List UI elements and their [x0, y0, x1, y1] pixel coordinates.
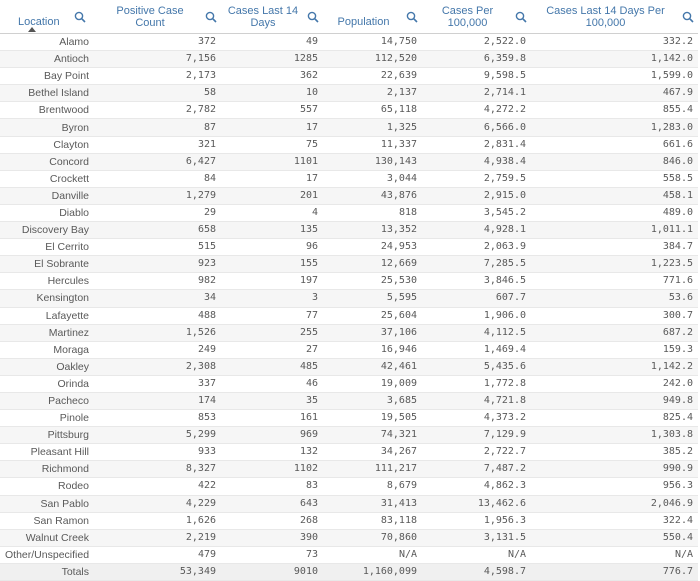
population-cell: 112,520: [323, 51, 422, 68]
per100k-cell: 13,462.6: [422, 495, 531, 512]
positive-count-cell: 321: [97, 136, 221, 153]
positive-count-cell: 8,327: [97, 461, 221, 478]
per100k-cell: 1,906.0: [422, 307, 531, 324]
last14-cell: 161: [221, 410, 323, 427]
per100k-cell: 4,938.4: [422, 153, 531, 170]
population-cell: 5,595: [323, 290, 422, 307]
per100k-cell: 7,129.9: [422, 427, 531, 444]
location-cell[interactable]: Clayton: [0, 136, 97, 153]
positive-count-cell: 29: [97, 204, 221, 221]
table-row[interactable]: [0, 324, 698, 341]
table-row[interactable]: [0, 119, 698, 136]
positive-count-cell: 2,308: [97, 358, 221, 375]
last14-per100k-cell: 489.0: [531, 204, 698, 221]
per100k-cell: 4,112.5: [422, 324, 531, 341]
table-row[interactable]: [0, 290, 698, 307]
location-cell[interactable]: Danville: [0, 187, 97, 204]
last14-per100k-cell: 300.7: [531, 307, 698, 324]
table-row[interactable]: [0, 358, 698, 375]
positive-count-cell: 488: [97, 307, 221, 324]
last14-per100k-cell: 550.4: [531, 529, 698, 546]
population-cell: 25,604: [323, 307, 422, 324]
table-row[interactable]: [0, 187, 698, 204]
last14-cell: 255: [221, 324, 323, 341]
last14-per100k-cell: 1,599.0: [531, 68, 698, 85]
last14-cell: 77: [221, 307, 323, 324]
table-row[interactable]: [0, 51, 698, 68]
table-row[interactable]: [0, 341, 698, 358]
positive-count-cell: 58: [97, 85, 221, 102]
positive-count-cell: 2,782: [97, 102, 221, 119]
population-cell: 3,685: [323, 392, 422, 409]
per100k-cell: 3,545.2: [422, 204, 531, 221]
table-row[interactable]: [0, 512, 698, 529]
per100k-cell: 6,566.0: [422, 119, 531, 136]
location-cell[interactable]: Richmond: [0, 461, 97, 478]
last14-per100k-cell: 1,283.0: [531, 119, 698, 136]
totals-positive-count-cell: 53,349: [97, 563, 221, 580]
last14-per100k-cell: 558.5: [531, 170, 698, 187]
header-location[interactable]: [0, 0, 97, 34]
table-row[interactable]: [0, 427, 698, 444]
location-cell[interactable]: Crockett: [0, 170, 97, 187]
population-cell: 14,750: [323, 34, 422, 51]
search-icon[interactable]: [307, 11, 319, 23]
positive-count-cell: 174: [97, 392, 221, 409]
table-row[interactable]: [0, 307, 698, 324]
positive-count-cell: 933: [97, 444, 221, 461]
positive-count-cell: 34: [97, 290, 221, 307]
last14-per100k-cell: 661.6: [531, 136, 698, 153]
last14-cell: 201: [221, 187, 323, 204]
population-cell: 16,946: [323, 341, 422, 358]
table-row[interactable]: [0, 85, 698, 102]
per100k-cell: 607.7: [422, 290, 531, 307]
last14-cell: 17: [221, 170, 323, 187]
search-icon[interactable]: [205, 11, 217, 23]
header-location-label: Location: [18, 15, 60, 28]
population-cell: 8,679: [323, 478, 422, 495]
per100k-cell: 2,714.1: [422, 85, 531, 102]
positive-count-cell: 1,526: [97, 324, 221, 341]
last14-per100k-cell: 825.4: [531, 410, 698, 427]
table-row[interactable]: [0, 461, 698, 478]
sort-ascending-icon[interactable]: [28, 27, 36, 32]
per100k-cell: 2,722.7: [422, 444, 531, 461]
per100k-cell: 6,359.8: [422, 51, 531, 68]
last14-cell: 390: [221, 529, 323, 546]
last14-cell: 557: [221, 102, 323, 119]
table-row[interactable]: [0, 478, 698, 495]
location-cell[interactable]: Martinez: [0, 324, 97, 341]
table-row[interactable]: [0, 256, 698, 273]
positive-count-cell: 1,626: [97, 512, 221, 529]
population-cell: 31,413: [323, 495, 422, 512]
totals-label: Totals: [0, 563, 97, 580]
population-cell: 12,669: [323, 256, 422, 273]
positive-count-cell: 658: [97, 222, 221, 239]
population-cell: 43,876: [323, 187, 422, 204]
search-icon[interactable]: [406, 11, 418, 23]
last14-cell: 73: [221, 546, 323, 563]
last14-per100k-cell: 956.3: [531, 478, 698, 495]
positive-count-cell: 249: [97, 341, 221, 358]
table-row[interactable]: [0, 410, 698, 427]
last14-cell: 27: [221, 341, 323, 358]
header-last14per100k-label: Cases Last 14 Days Per 100,000: [546, 4, 665, 29]
population-cell: 130,143: [323, 153, 422, 170]
per100k-cell: 4,928.1: [422, 222, 531, 239]
last14-cell: 969: [221, 427, 323, 444]
positive-count-cell: 87: [97, 119, 221, 136]
table-row[interactable]: [0, 444, 698, 461]
per100k-cell: N/A: [422, 546, 531, 563]
last14-per100k-cell: 385.2: [531, 444, 698, 461]
positive-count-cell: 479: [97, 546, 221, 563]
population-cell: 25,530: [323, 273, 422, 290]
location-cell[interactable]: Bethel Island: [0, 85, 97, 102]
location-cell[interactable]: El Cerrito: [0, 239, 97, 256]
population-cell: 34,267: [323, 444, 422, 461]
last14-per100k-cell: 687.2: [531, 324, 698, 341]
positive-count-cell: 5,299: [97, 427, 221, 444]
totals-last14-cell: 9010: [221, 563, 323, 580]
last14-per100k-cell: 242.0: [531, 375, 698, 392]
location-cell[interactable]: San Pablo: [0, 495, 97, 512]
last14-per100k-cell: 322.4: [531, 512, 698, 529]
per100k-cell: 2,915.0: [422, 187, 531, 204]
location-cell[interactable]: Other/Unspecified: [0, 546, 97, 563]
last14-per100k-cell: 846.0: [531, 153, 698, 170]
population-cell: 19,009: [323, 375, 422, 392]
positive-count-cell: 923: [97, 256, 221, 273]
location-cell[interactable]: El Sobrante: [0, 256, 97, 273]
location-cell[interactable]: Pittsburg: [0, 427, 97, 444]
last14-cell: 75: [221, 136, 323, 153]
population-cell: 1,325: [323, 119, 422, 136]
search-icon[interactable]: [515, 11, 527, 23]
last14-cell: 197: [221, 273, 323, 290]
positive-count-cell: 6,427: [97, 153, 221, 170]
positive-count-cell: 337: [97, 375, 221, 392]
positive-count-cell: 372: [97, 34, 221, 51]
per100k-cell: 1,469.4: [422, 341, 531, 358]
per100k-cell: 5,435.6: [422, 358, 531, 375]
last14-per100k-cell: 159.3: [531, 341, 698, 358]
header-last14[interactable]: [221, 0, 323, 34]
table-row[interactable]: [0, 68, 698, 85]
positive-count-cell: 982: [97, 273, 221, 290]
population-cell: 818: [323, 204, 422, 221]
location-cell[interactable]: Moraga: [0, 341, 97, 358]
last14-per100k-cell: 1,142.2: [531, 358, 698, 375]
last14-cell: 49: [221, 34, 323, 51]
last14-cell: 1285: [221, 51, 323, 68]
location-cell[interactable]: San Ramon: [0, 512, 97, 529]
table-row[interactable]: [0, 546, 698, 563]
population-cell: 74,321: [323, 427, 422, 444]
table-row[interactable]: [0, 495, 698, 512]
table-row[interactable]: [0, 204, 698, 221]
location-cell[interactable]: Pleasant Hill: [0, 444, 97, 461]
population-cell: N/A: [323, 546, 422, 563]
positive-count-cell: 2,173: [97, 68, 221, 85]
population-cell: 3,044: [323, 170, 422, 187]
last14-per100k-cell: 990.9: [531, 461, 698, 478]
last14-cell: 132: [221, 444, 323, 461]
last14-cell: 3: [221, 290, 323, 307]
table-row[interactable]: [0, 239, 698, 256]
header-per100k[interactable]: [422, 0, 531, 34]
last14-cell: 485: [221, 358, 323, 375]
per100k-cell: 7,487.2: [422, 461, 531, 478]
location-cell[interactable]: Antioch: [0, 51, 97, 68]
table-row[interactable]: [0, 136, 698, 153]
last14-cell: 1101: [221, 153, 323, 170]
last14-per100k-cell: 53.6: [531, 290, 698, 307]
location-cell[interactable]: Bay Point: [0, 68, 97, 85]
last14-cell: 17: [221, 119, 323, 136]
last14-per100k-cell: 384.7: [531, 239, 698, 256]
positive-count-cell: 7,156: [97, 51, 221, 68]
last14-cell: 35: [221, 392, 323, 409]
table-row[interactable]: [0, 222, 698, 239]
location-cell[interactable]: Byron: [0, 119, 97, 136]
table-row[interactable]: [0, 273, 698, 290]
location-cell[interactable]: Walnut Creek: [0, 529, 97, 546]
last14-cell: 10: [221, 85, 323, 102]
population-cell: 37,106: [323, 324, 422, 341]
per100k-cell: 7,285.5: [422, 256, 531, 273]
population-cell: 24,953: [323, 239, 422, 256]
per100k-cell: 9,598.5: [422, 68, 531, 85]
per100k-cell: 1,772.8: [422, 375, 531, 392]
last14-per100k-cell: 332.2: [531, 34, 698, 51]
population-cell: 22,639: [323, 68, 422, 85]
location-cell[interactable]: Hercules: [0, 273, 97, 290]
last14-cell: 268: [221, 512, 323, 529]
search-icon[interactable]: [682, 11, 694, 23]
per100k-cell: 4,721.8: [422, 392, 531, 409]
location-cell[interactable]: Pacheco: [0, 392, 97, 409]
header-last14per100k[interactable]: [531, 0, 698, 34]
per100k-cell: 4,373.2: [422, 410, 531, 427]
population-cell: 83,118: [323, 512, 422, 529]
per100k-cell: 2,759.5: [422, 170, 531, 187]
population-cell: 70,860: [323, 529, 422, 546]
last14-per100k-cell: 467.9: [531, 85, 698, 102]
table-row[interactable]: [0, 392, 698, 409]
location-cell[interactable]: Brentwood: [0, 102, 97, 119]
last14-per100k-cell: 2,046.9: [531, 495, 698, 512]
location-cell[interactable]: Pinole: [0, 410, 97, 427]
positive-count-cell: 515: [97, 239, 221, 256]
table-row[interactable]: [0, 170, 698, 187]
last14-per100k-cell: 855.4: [531, 102, 698, 119]
positive-count-cell: 853: [97, 410, 221, 427]
header-row: [0, 0, 698, 34]
location-cell[interactable]: Kensington: [0, 290, 97, 307]
positive-count-cell: 2,219: [97, 529, 221, 546]
location-cell[interactable]: Orinda: [0, 375, 97, 392]
per100k-cell: 4,272.2: [422, 102, 531, 119]
last14-cell: 643: [221, 495, 323, 512]
table-row[interactable]: [0, 375, 698, 392]
last14-per100k-cell: 1,303.8: [531, 427, 698, 444]
population-cell: 111,217: [323, 461, 422, 478]
totals-per100k-cell: 4,598.7: [422, 563, 531, 580]
last14-per100k-cell: 458.1: [531, 187, 698, 204]
location-cell[interactable]: Diablo: [0, 204, 97, 221]
population-cell: 19,505: [323, 410, 422, 427]
per100k-cell: 2,522.0: [422, 34, 531, 51]
per100k-cell: 2,831.4: [422, 136, 531, 153]
last14-per100k-cell: 1,011.1: [531, 222, 698, 239]
totals-last14-per100k-cell: 776.7: [531, 563, 698, 580]
search-icon[interactable]: [74, 11, 86, 23]
table-row[interactable]: [0, 529, 698, 546]
positive-count-cell: 84: [97, 170, 221, 187]
per100k-cell: 4,862.3: [422, 478, 531, 495]
totals-row: [0, 563, 698, 580]
location-cell[interactable]: Discovery Bay: [0, 222, 97, 239]
last14-per100k-cell: N/A: [531, 546, 698, 563]
last14-per100k-cell: 1,223.5: [531, 256, 698, 273]
totals-population-cell: 1,160,099: [323, 563, 422, 580]
positive-count-cell: 422: [97, 478, 221, 495]
last14-cell: 96: [221, 239, 323, 256]
last14-per100k-cell: 949.8: [531, 392, 698, 409]
positive-count-cell: 4,229: [97, 495, 221, 512]
location-cell[interactable]: Lafayette: [0, 307, 97, 324]
population-cell: 2,137: [323, 85, 422, 102]
population-cell: 13,352: [323, 222, 422, 239]
population-cell: 65,118: [323, 102, 422, 119]
last14-cell: 135: [221, 222, 323, 239]
population-cell: 42,461: [323, 358, 422, 375]
header-population[interactable]: [323, 0, 422, 34]
location-cell[interactable]: Oakley: [0, 358, 97, 375]
per100k-cell: 2,063.9: [422, 239, 531, 256]
last14-cell: 46: [221, 375, 323, 392]
per100k-cell: 3,131.5: [422, 529, 531, 546]
positive-count-cell: 1,279: [97, 187, 221, 204]
last14-cell: 155: [221, 256, 323, 273]
last14-per100k-cell: 1,142.0: [531, 51, 698, 68]
last14-cell: 362: [221, 68, 323, 85]
table-row[interactable]: [0, 102, 698, 119]
header-positive[interactable]: [97, 0, 221, 34]
header-last14-label: Cases Last 14 Days: [227, 4, 299, 29]
location-cell[interactable]: Alamo: [0, 34, 97, 51]
table-body: [0, 34, 698, 581]
per100k-cell: 3,846.5: [422, 273, 531, 290]
last14-cell: 1102: [221, 461, 323, 478]
header-per100k-label: Cases Per 100,000: [441, 4, 494, 29]
header-positive-label: Positive Case Count: [116, 4, 184, 29]
last14-cell: 4: [221, 204, 323, 221]
location-cell[interactable]: Concord: [0, 153, 97, 170]
last14-per100k-cell: 771.6: [531, 273, 698, 290]
population-cell: 11,337: [323, 136, 422, 153]
per100k-cell: 1,956.3: [422, 512, 531, 529]
table-row[interactable]: [0, 34, 698, 51]
header-population-label: Population: [337, 15, 390, 28]
last14-cell: 83: [221, 478, 323, 495]
table-row[interactable]: [0, 153, 698, 170]
location-cell[interactable]: Rodeo: [0, 478, 97, 495]
